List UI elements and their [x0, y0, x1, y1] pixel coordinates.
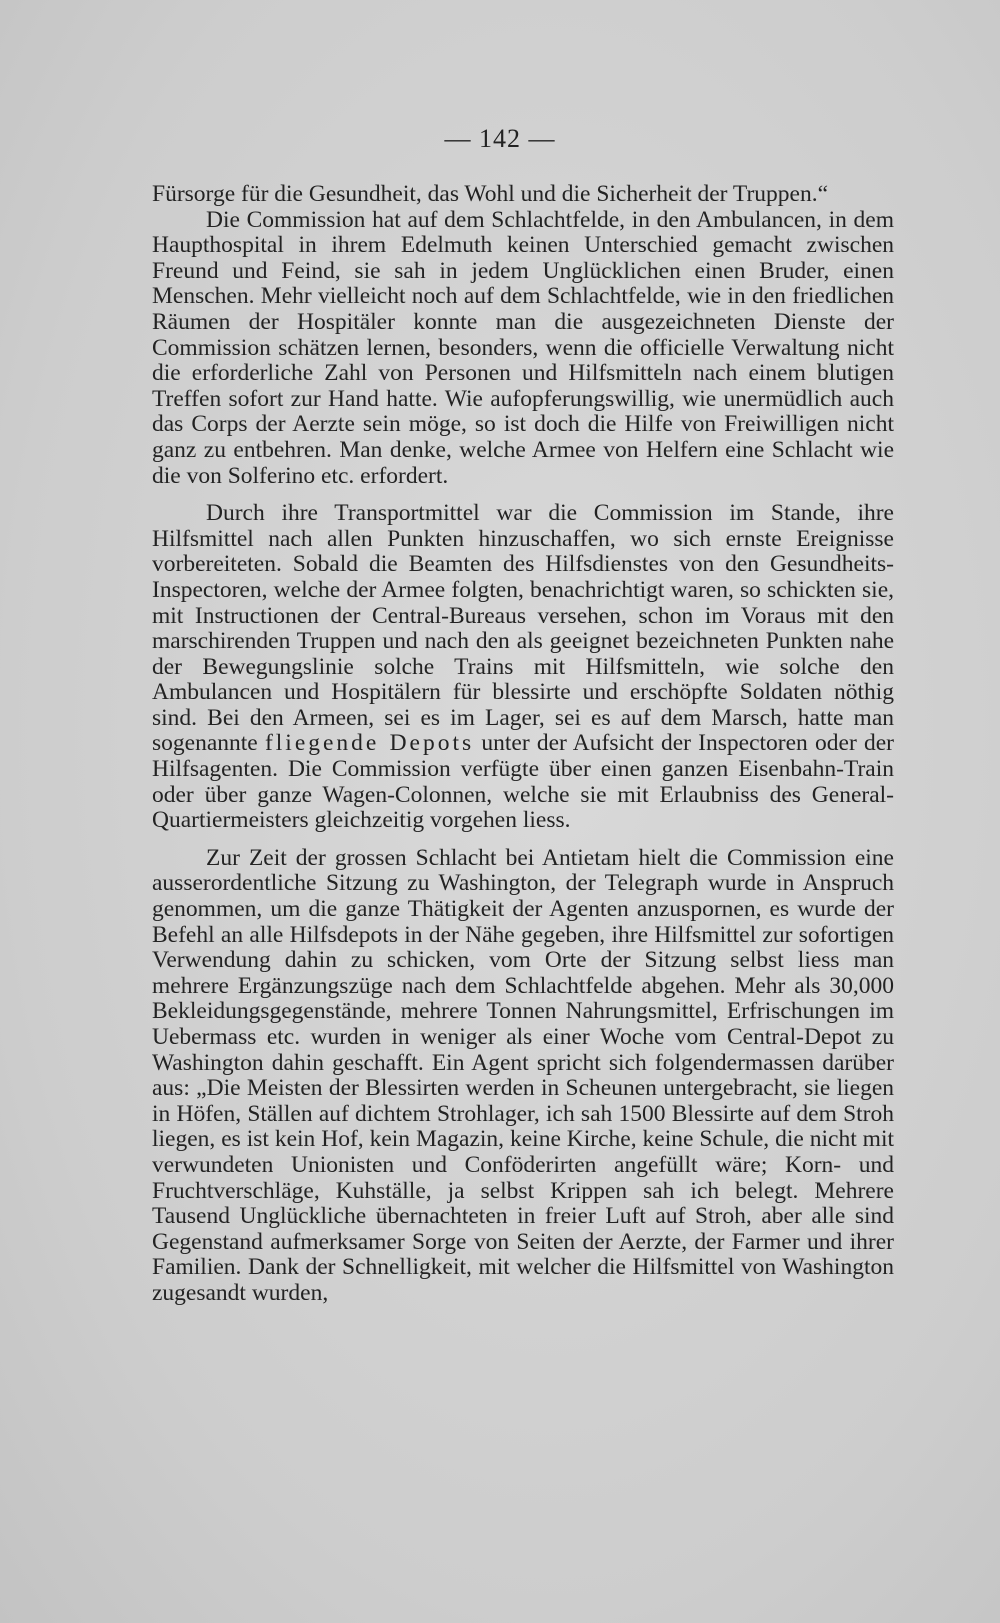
paragraph-3-text-after: unter der Aufsicht der Inspectoren oder der Hilfsagenten. Die Commission verfügte über einen ganzen Eisenbahn-Train oder über ganze Wagen-Colonnen, welche sie mit Erlaubniss des General-Quartiermeisters gleichzeitig vorgehen liess. [152, 730, 894, 834]
paragraph-1: Fürsorge für die Gesundheit, das Wohl und die Sicherheit der Truppen.“ [152, 181, 829, 207]
body-text [152, 182, 894, 1307]
paragraph-3-text-before: Durch ihre Transportmittel war die Commission im Stande, ihre Hilfsmittel nach allen Punkten hinzuschaffen, wo sich ernste Ereignisse vorbereiteten. Sobald die Beamten des Hilfsdienstes von den Gesundheits-Inspectoren, welche der Armee folgten, benachrichtigt waren, so schickten sie, mit Instructionen der Central-Bureaus versehen, schon im Voraus mit den marschirenden Truppen und nach den als geeignet bezeichneten Punkten nahe der Bewegungslinie solche Trains mit Hilfsmitteln, wie solche den Ambulancen und Hospitälern für blessirte und erschöpfte Soldaten nöthig sind. Bei den Armeen, sei es im Lager, sei es auf dem Marsch, hatte man sogenannte [152, 500, 894, 757]
paragraph-3 [152, 501, 894, 834]
emphasis-text: fliegende Depots [264, 730, 475, 757]
paragraph-2: Die Commission hat auf dem Schlachtfelde, in den Ambulancen, in dem Haupthospital in ihrem Edelmuth keinen Unterschied gemacht zwischen Freund und Feind, sie sah in jedem Unglücklichen einen Bruder, einen Menschen. Mehr vielleicht noch auf dem Schlachtfelde, wie in den friedlichen Räumen der Hospitäler konnte man die ausgezeichneten Dienste der Commission schätzen lernen, besonders, wenn die officielle Verwaltung nicht die erforderliche Zahl von Personen und Hilfsmitteln nach einem blutigen Treffen sofort zur Hand hatte. Wie aufopferungswillig, wie unermüdlich auch das Corps der Aerzte sein möge, so ist doch die Hilfe von Freiwilligen nicht ganz zu entbehren. Man denke, welche Armee von Helfern eine Schlacht wie die von Solferino etc. erfordert. [152, 206, 894, 489]
page-number: — 142 — [444, 124, 556, 153]
paragraph-4: Zur Zeit der grossen Schlacht bei Antietam hielt die Commission eine ausserordentliche Sitzung zu Washington, der Telegraph wurde in Anspruch genommen, um die ganze Thätigkeit der Agenten anzuspornen, es wurde der Befehl an alle Hilfsdepots in der Nähe gegeben, ihre Hilfsmittel zur sofortigen Verwendung dahin zu schicken, vom Orte der Sitzung selbst liess man mehrere Ergänzungszüge nach dem Schlachtfelde abgehen. Mehr als 30,000 Bekleidungsgegenstände, mehrere Tonnen Nahrungsmittel, Erfrischungen im Uebermass etc. wurden in weniger als einer Woche vom Central-Depot zu Washington dahin geschafft. Ein Agent spricht sich folgendermassen darüber aus: „Die Meisten der Blessirten werden in Scheunen untergebracht, sie liegen in Höfen, Ställen auf dichtem Strohlager, ich sah 1500 Blessirte auf dem Stroh liegen, es ist kein Hof, kein Magazin, keine Kirche, keine Schule, die nicht mit verwundeten Unionisten und Conföderirten angefüllt wäre; Korn- und Fruchtverschläge, Kuhställe, ja selbst Krippen sah ich belegt. Mehrere Tausend Unglückliche übernachteten in freier Luft auf Stroh, aber alle sind Gegenstand aufmerksamer Sorge von Seiten der Aerzte, der Farmer und ihrer Familien. Dank der Schnelligkeit, mit welcher die Hilfsmittel von Washington zugesandt wurden, [152, 844, 894, 1306]
